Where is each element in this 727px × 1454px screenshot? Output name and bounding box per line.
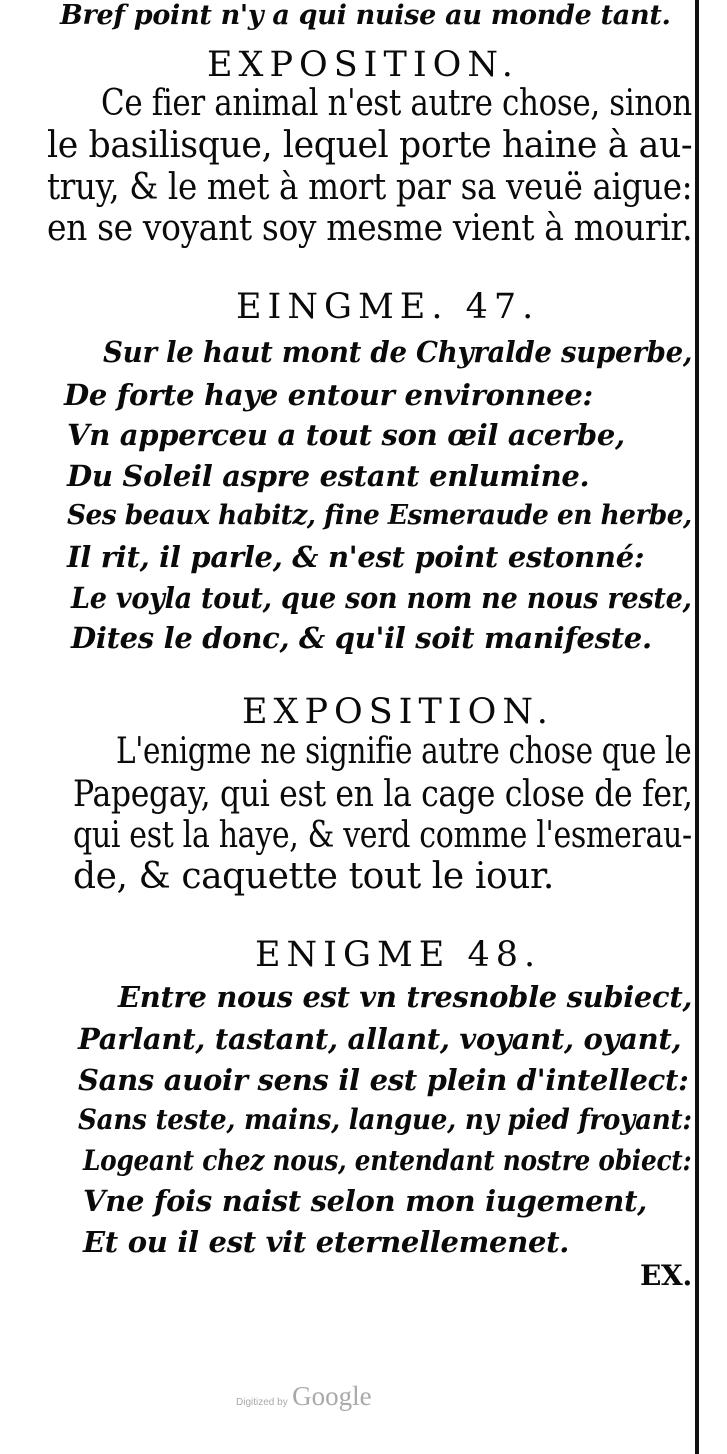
verse-line: Vne fois naist selon mon iugement, xyxy=(83,1184,647,1218)
prose-line: truy, & le met à mort par sa veuë aigue: xyxy=(47,167,693,208)
prose-line: Ce fier animal n'est autre chose, sinon xyxy=(101,83,692,124)
google-logo: Google xyxy=(292,1381,372,1411)
verse-line: Et ou il est vit eternellemenet. xyxy=(83,1225,570,1259)
prose-line: le basilisque, lequel porte haine à au- xyxy=(47,125,693,166)
verse-line: Ses beaux habitz, fine Esmeraude en herbe, xyxy=(67,500,692,531)
section-heading-exposition: EXPOSITION. xyxy=(207,45,519,85)
verse-line: Sans auoir sens il est plein d'intellect: xyxy=(78,1063,689,1097)
verse-line: Dites le donc, & qu'il soit manifeste. xyxy=(71,621,652,655)
watermark-prefix: Digitized by xyxy=(236,1397,288,1408)
verse-line: Il rit, il parle, & n'est point estonné: xyxy=(67,540,645,574)
prose-line: qui est la haye, & verd comme l'esmerau- xyxy=(73,815,692,856)
verse-line: Sans teste, mains, langue, ny pied froyant: xyxy=(78,1103,692,1136)
digitized-watermark xyxy=(236,1381,372,1412)
verse-line: Logeant chez nous, entendant nostre obiect: xyxy=(83,1144,692,1177)
prose-line: de, & caquette tout le iour. xyxy=(73,856,554,897)
prose-line: L'enigme ne signifie autre chose que le xyxy=(116,731,692,772)
verse-line: De forte haye entour environnee: xyxy=(64,378,593,412)
verse-line: Vn apperceu a tout son œil acerbe, xyxy=(67,418,625,452)
verse-line: Entre nous est vn tresnoble subiect, xyxy=(118,980,693,1014)
section-heading-exposition: EXPOSITION. xyxy=(242,692,554,732)
prose-line: en se voyant soy mesme vient à mourir. xyxy=(47,208,693,249)
section-heading-enigme-47: EINGME. 47. xyxy=(236,287,540,327)
prose-line: Papegay, qui est en la cage close de fer, xyxy=(73,774,693,815)
verse-line: Sur le haut mont de Chyralde superbe, xyxy=(103,335,693,369)
catchword: EX. xyxy=(640,1259,692,1292)
verse-line: Du Soleil aspre estant enlumine. xyxy=(67,459,590,493)
verse-line: Le voyla tout, que son nom ne nous reste, xyxy=(71,581,692,615)
section-heading-enigme-48: ENIGME 48. xyxy=(255,935,542,975)
verse-line: Parlant, tastant, allant, voyant, oyant, xyxy=(78,1022,682,1056)
page-edge xyxy=(695,0,699,1454)
running-verse-line: Bref point n'y a qui nuise au monde tant. xyxy=(60,0,671,31)
